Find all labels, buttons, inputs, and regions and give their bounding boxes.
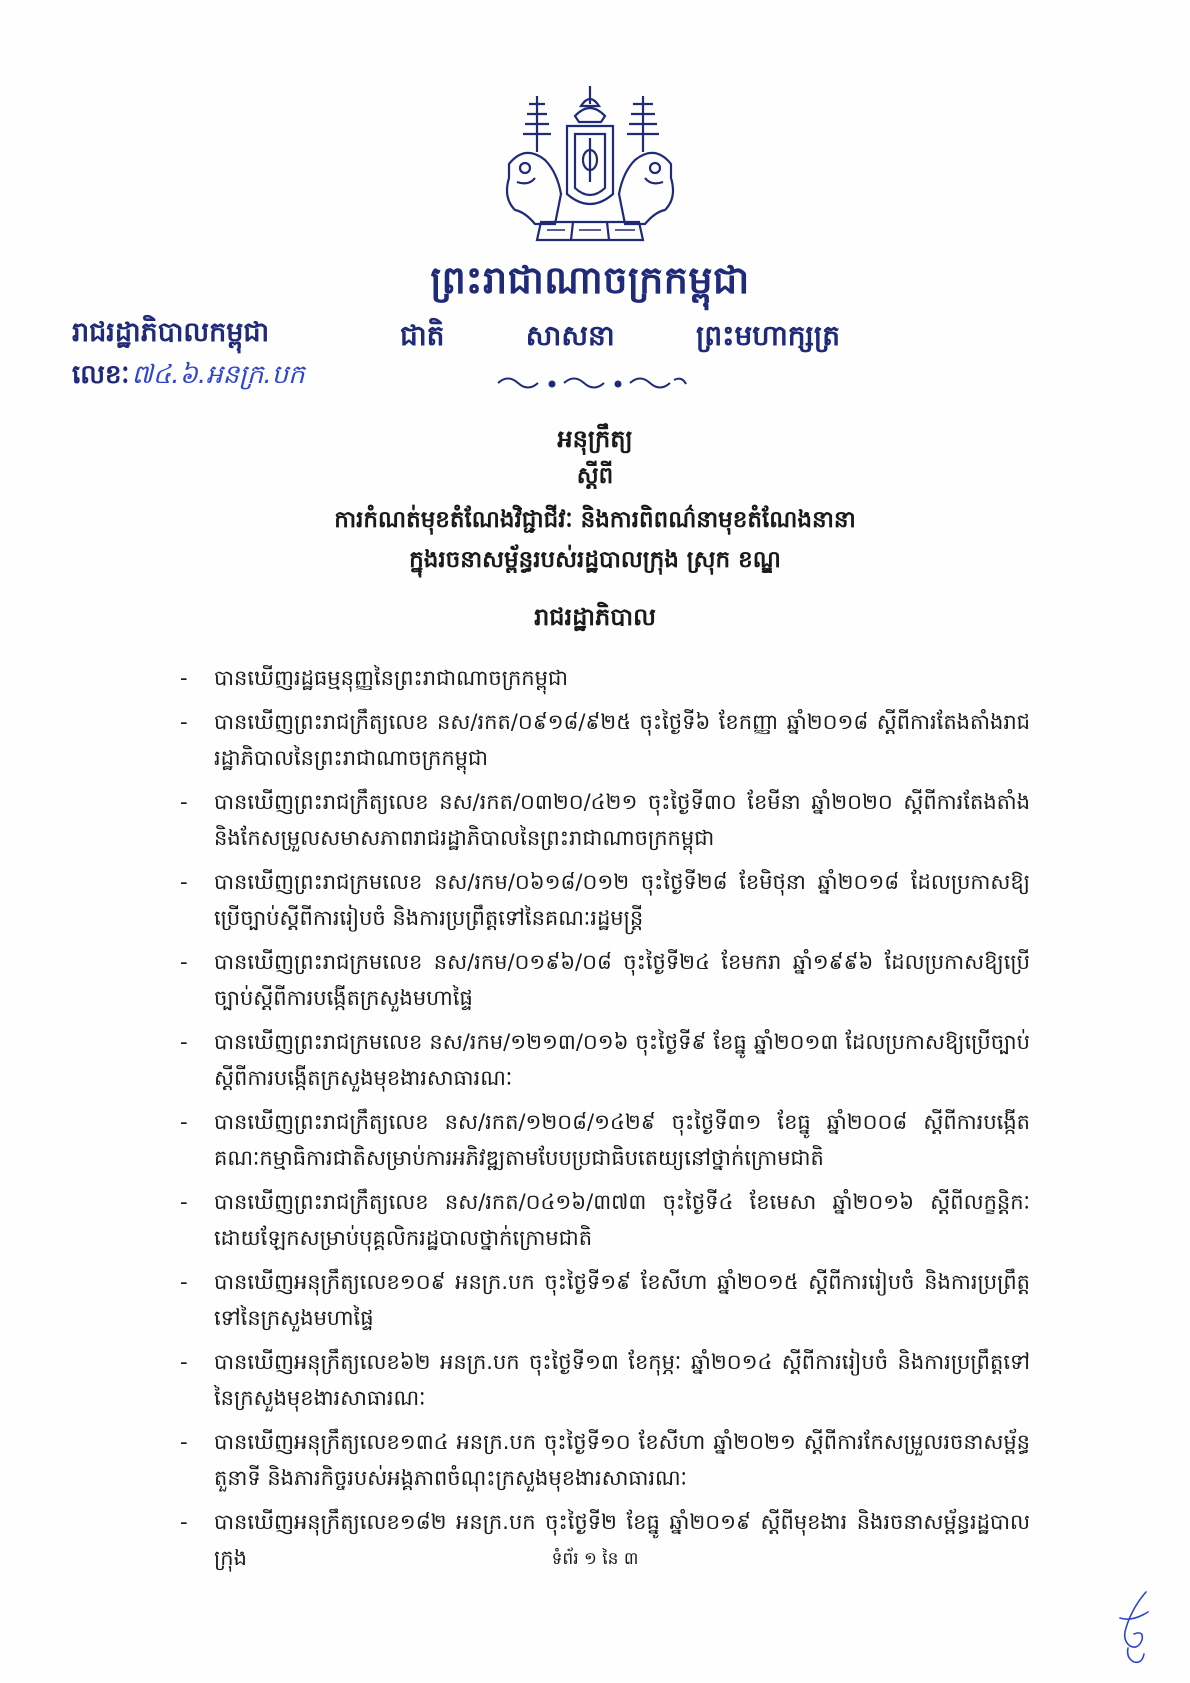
reference-text: បានឃើញព្រះរាជក្រមលេខ នស/រកម/០៦១៨/០១២ ចុះថ្ងៃទី២៨ ខែមិថុនា ឆ្នាំ២០១៨ ដែលប្រកាសឱ្យប្រើច្បាប់ស្តីពីការរៀបចំ និងការប្រព្រឹត្តទៅនៃគណៈរដ្ឋមន្ត្រី xyxy=(214,870,1030,930)
reference-item xyxy=(180,704,1030,776)
legal-references-list xyxy=(180,660,1030,1584)
reference-item xyxy=(180,660,1030,696)
government-name: រាជរដ្ឋាភិបាលកម្ពុជា xyxy=(72,317,270,348)
reference-text: បានឃើញព្រះរាជក្រឹត្យលេខ នស/រកត/១២០៨/១៤២៩ ចុះថ្ងៃទី៣១ ខែធ្នូ ឆ្នាំ២០០៨ ស្តីពីការបង្កើតគណៈកម្មាធិការជាតិសម្រាប់ការអភិវឌ្ឍតាមបែបប្រជាធិបតេយ្យនៅថ្នាក់ក្រោមជាតិ xyxy=(214,1110,1030,1170)
list-dash: - xyxy=(180,1110,188,1134)
document-about: ស្តីពី xyxy=(576,463,614,489)
reference-item xyxy=(180,944,1030,1016)
reference-text: បានឃើញអនុក្រឹត្យលេខ១៣៤ អនក្រ.បក ចុះថ្ងៃទី១០ ខែសីហា ឆ្នាំ២០២១ ស្តីពីការកែសម្រួលរចនាសម្ព័ន្ធ តួនាទី និងភារកិច្ចរបស់អង្គភាពចំណុះក្រសួងមុខងារសាធារណៈ xyxy=(214,1430,1030,1490)
reference-text: បានឃើញរដ្ឋធម្មនុញ្ញនៃព្រះរាជាណាចក្រកម្ពុជា xyxy=(214,666,568,690)
document-type: អនុក្រឹត្យ xyxy=(557,425,633,453)
motto-king: ព្រះមហាក្សត្រ xyxy=(696,319,840,352)
reference-item xyxy=(180,1424,1030,1496)
issuer-title: រាជរដ្ឋាភិបាល xyxy=(534,603,656,631)
list-dash: - xyxy=(180,870,188,894)
document-subject xyxy=(0,500,1190,580)
national-motto xyxy=(400,318,840,359)
reference-item xyxy=(180,1264,1030,1336)
motto-nation: ជាតិ xyxy=(400,319,445,352)
page-number: ទំព័រ ១ នៃ ៣ xyxy=(551,1549,639,1569)
decorative-divider-icon xyxy=(490,372,690,394)
reference-text: បានឃើញអនុក្រឹត្យលេខ១០៩ អនក្រ.បក ចុះថ្ងៃទី១៩ ខែសីហា ឆ្នាំ២០១៥ ស្តីពីការរៀបចំ និងការប្រព្រឹត្តទៅនៃក្រសួងមហាផ្ទៃ xyxy=(214,1270,1030,1330)
reference-number xyxy=(72,358,305,396)
list-dash: - xyxy=(180,710,188,734)
reference-item xyxy=(180,864,1030,936)
list-dash: - xyxy=(180,666,188,690)
motto-religion: សាសនា xyxy=(525,319,615,352)
kingdom-title: ព្រះរាជាណាចក្រកម្ពុជា xyxy=(430,258,750,302)
handwritten-initial-icon xyxy=(1112,1588,1158,1670)
list-dash: - xyxy=(180,950,188,974)
reference-text: បានឃើញអនុក្រឹត្យលេខ៦២ អនក្រ.បក ចុះថ្ងៃទី១៣ ខែកុម្ភៈ ឆ្នាំ២០១៤ ស្តីពីការរៀបចំ និងការប្រព្រឹត្តទៅនៃក្រសួងមុខងារសាធារណៈ xyxy=(214,1350,1030,1410)
royal-coat-of-arms-icon xyxy=(495,82,685,250)
reference-value: ៧៤.៦.អនក្រ.បក xyxy=(131,360,305,390)
list-dash: - xyxy=(180,790,188,814)
reference-item xyxy=(180,784,1030,856)
reference-text: បានឃើញព្រះរាជក្រឹត្យលេខ នស/រកត/០៣២០/៤២១ ចុះថ្ងៃទី៣០ ខែមីនា ឆ្នាំ២០២០ ស្តីពីការតែងតាំងនិងកែសម្រួលសមាសភាពរាជរដ្ឋាភិបាលនៃព្រះរាជាណាចក្រកម្ពុជា xyxy=(214,790,1030,850)
list-dash: - xyxy=(180,1430,188,1454)
reference-text: បានឃើញព្រះរាជក្រឹត្យលេខ នស/រកត/០៩១៨/៩២៥ ចុះថ្ងៃទី៦ ខែកញ្ញា ឆ្នាំ២០១៨ ស្តីពីការតែងតាំងរាជរដ្ឋាភិបាលនៃព្រះរាជាណាចក្រកម្ពុជា xyxy=(214,710,1030,770)
reference-item xyxy=(180,1344,1030,1416)
reference-text: បានឃើញព្រះរាជក្រមលេខ នស/រកម/១២១៣/០១៦ ចុះថ្ងៃទី៩ ខែធ្នូ ឆ្នាំ២០១៣ ដែលប្រកាសឱ្យប្រើច្បាប់ស្តីពីការបង្កើតក្រសួងមុខងារសាធារណៈ xyxy=(214,1030,1030,1090)
list-dash: - xyxy=(180,1350,188,1374)
subject-line: ការកំណត់មុខតំណែងវិជ្ជាជីវៈ និងការពិពណ៌នាមុខតំណែងនានា xyxy=(334,507,856,533)
subject-line: ក្នុងរចនាសម្ព័ន្ធរបស់រដ្ឋបាលក្រុង ស្រុក ខណ្ឌ xyxy=(409,547,781,573)
reference-text: បានឃើញព្រះរាជក្រមលេខ នស/រកម/០១៩៦/០៨ ចុះថ្ងៃទី២៤ ខែមករា ឆ្នាំ១៩៩៦ ដែលប្រកាសឱ្យប្រើច្បាប់ស្តីពីការបង្កើតក្រសួងមហាផ្ទៃ xyxy=(214,950,1030,1010)
list-dash: - xyxy=(180,1510,188,1534)
reference-label: លេខៈ xyxy=(72,360,130,390)
reference-item xyxy=(180,1184,1030,1256)
reference-item xyxy=(180,1104,1030,1176)
list-dash: - xyxy=(180,1030,188,1054)
list-dash: - xyxy=(180,1270,188,1294)
list-dash: - xyxy=(180,1190,188,1214)
reference-text: បានឃើញអនុក្រឹត្យលេខ១៨២ អនក្រ.បក ចុះថ្ងៃទី២ ខែធ្នូ ឆ្នាំ២០១៩ ស្តីពីមុខងារ និងរចនាសម្ព័ន្ធរដ្ឋបាលក្រុង xyxy=(214,1510,1030,1570)
reference-item xyxy=(180,1024,1030,1096)
reference-text: បានឃើញព្រះរាជក្រឹត្យលេខ នស/រកត/០៤១៦/៣៧៣ ចុះថ្ងៃទី៤ ខែមេសា ឆ្នាំ២០១៦ ស្តីពីលក្ខន្តិកៈដោយឡែកសម្រាប់បុគ្គលិករដ្ឋបាលថ្នាក់ក្រោមជាតិ xyxy=(214,1190,1030,1250)
